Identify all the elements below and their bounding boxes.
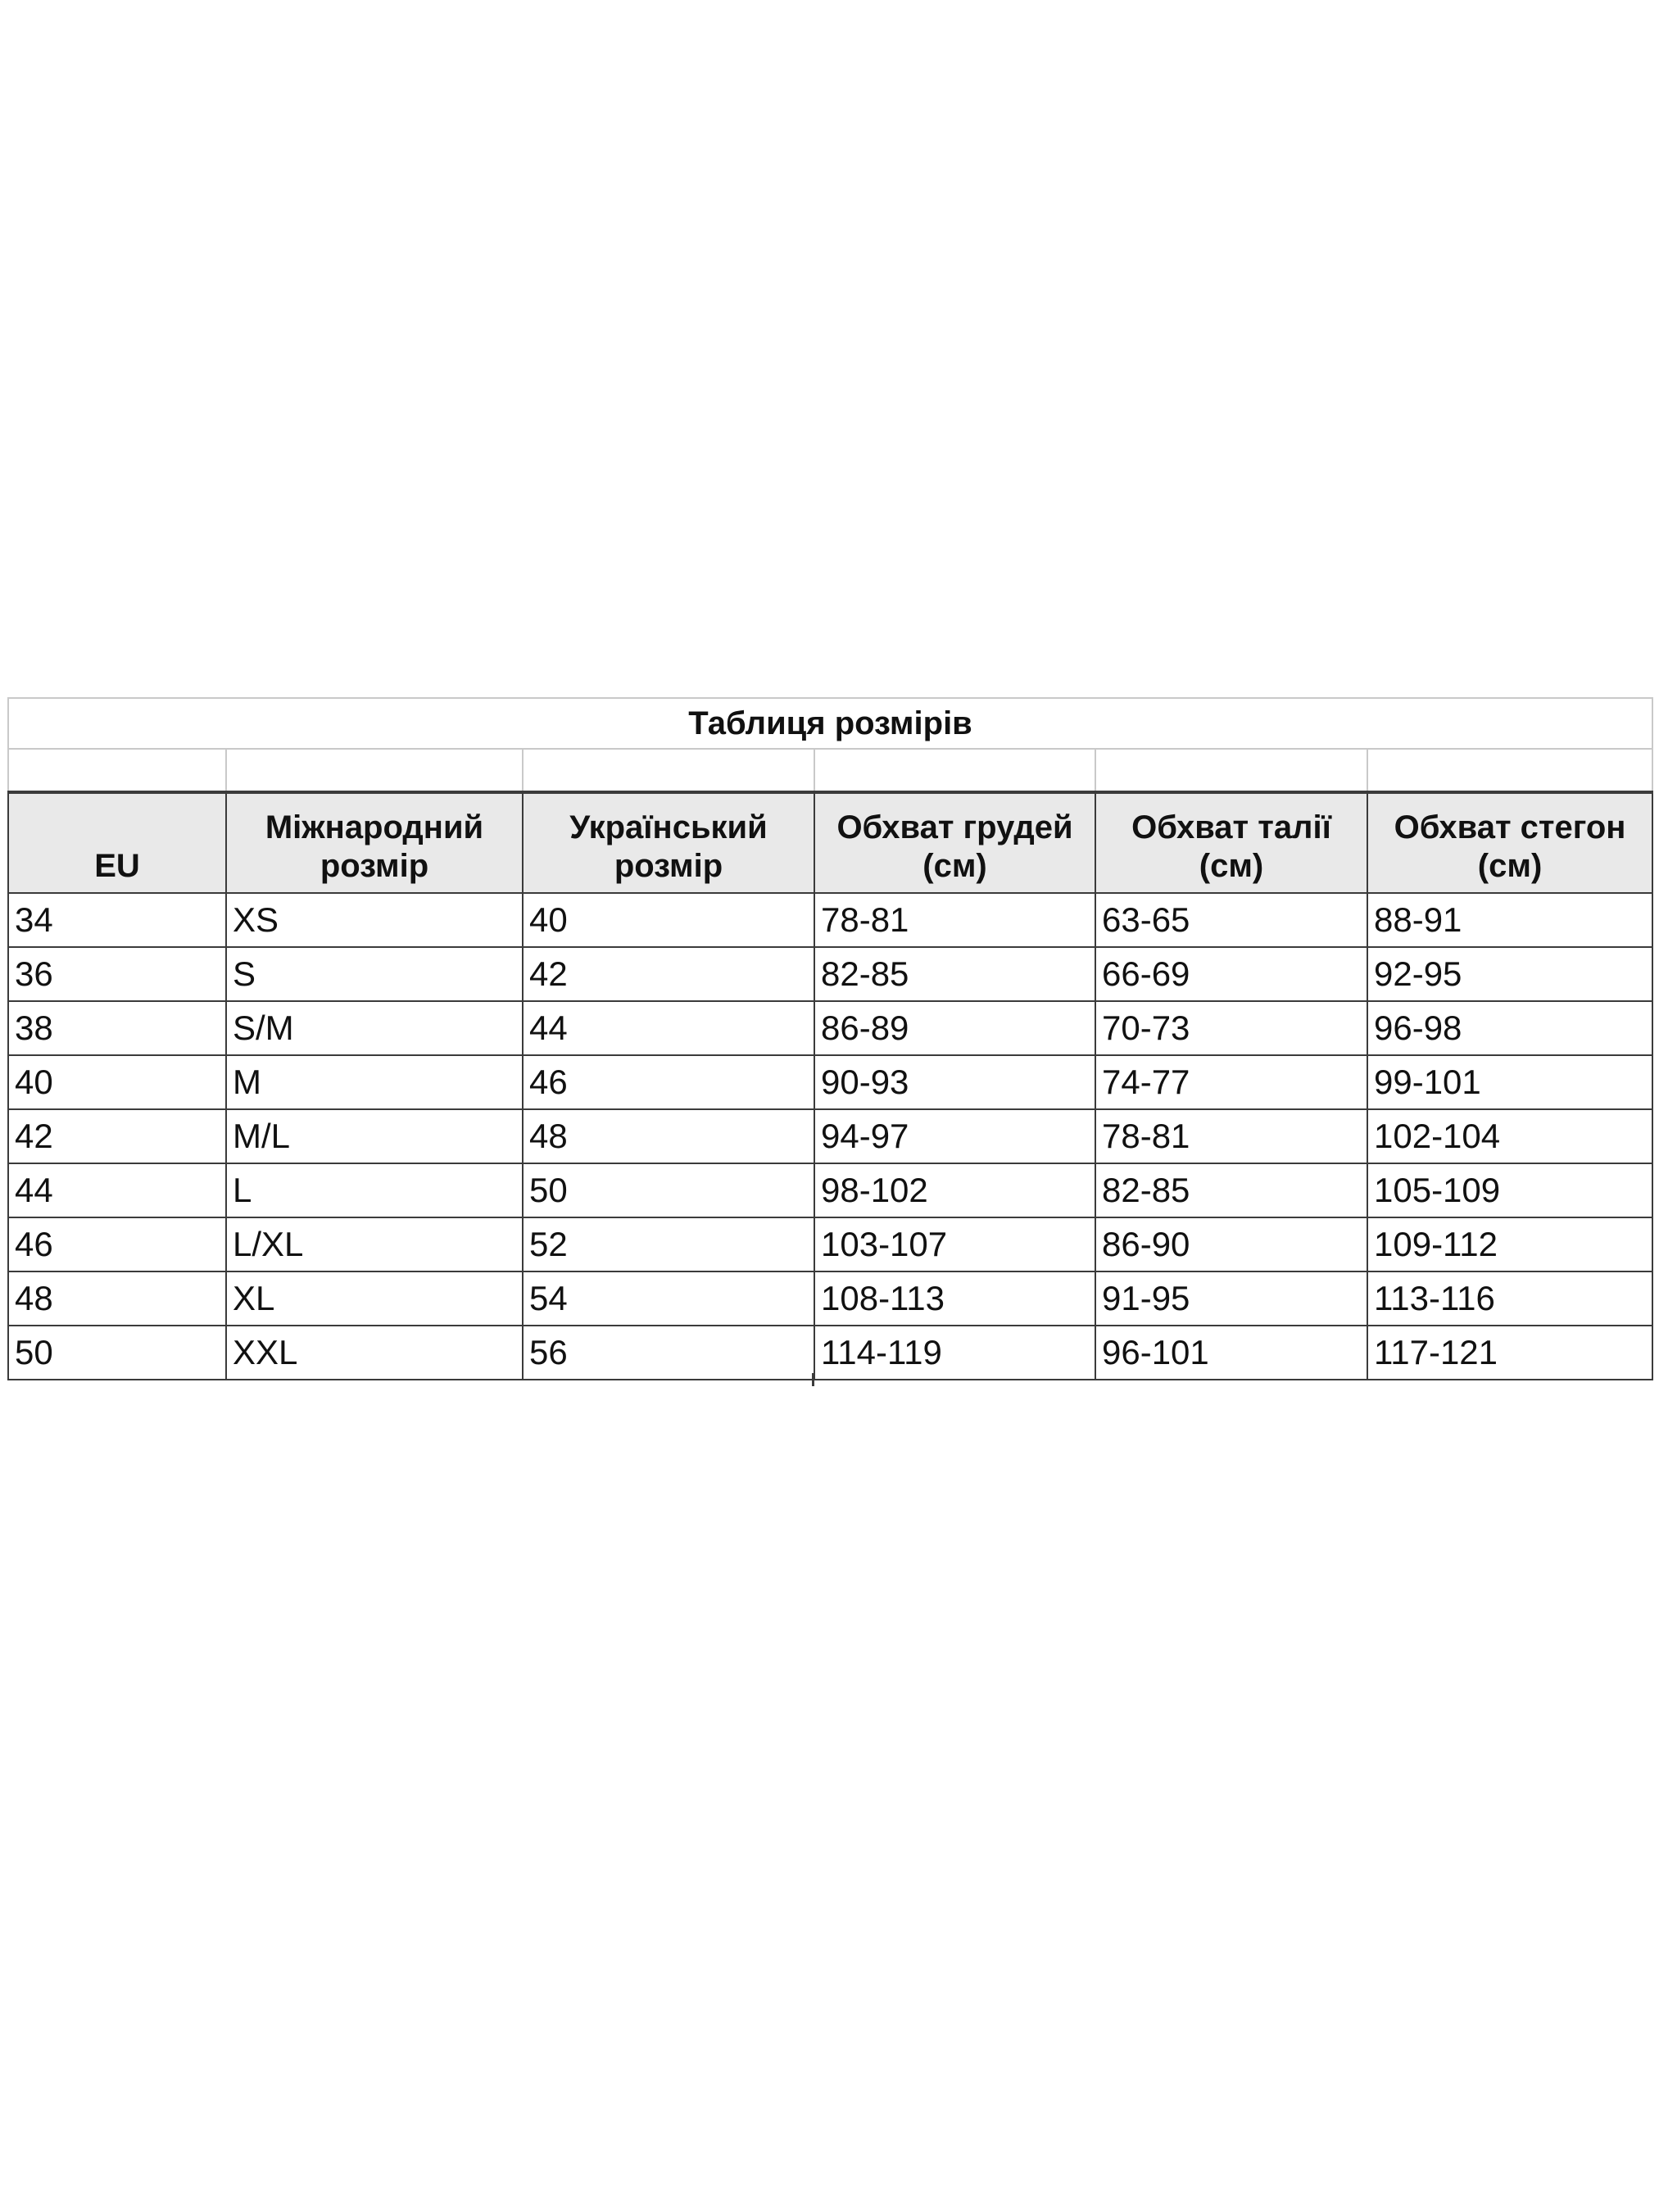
cell: 113-116 xyxy=(1367,1271,1652,1326)
cell: S/M xyxy=(226,1001,523,1055)
table-row xyxy=(8,1001,1652,1055)
cell: S xyxy=(226,947,523,1001)
table-row xyxy=(8,947,1652,1001)
cell: XS xyxy=(226,893,523,947)
cell: 105-109 xyxy=(1367,1163,1652,1217)
spacer-cell xyxy=(1095,749,1367,792)
spacer-cell xyxy=(523,749,814,792)
header-row xyxy=(8,792,1652,893)
cell: L/XL xyxy=(226,1217,523,1271)
size-table xyxy=(7,697,1653,1380)
cell: 42 xyxy=(8,1109,226,1163)
cell: 44 xyxy=(523,1001,814,1055)
cell: 38 xyxy=(8,1001,226,1055)
cell: 103-107 xyxy=(814,1217,1095,1271)
cell: 102-104 xyxy=(1367,1109,1652,1163)
cell: 48 xyxy=(523,1109,814,1163)
cell: 82-85 xyxy=(814,947,1095,1001)
cell: 92-95 xyxy=(1367,947,1652,1001)
cell: 54 xyxy=(523,1271,814,1326)
cell: 117-121 xyxy=(1367,1326,1652,1380)
cell: 109-112 xyxy=(1367,1217,1652,1271)
table-row xyxy=(8,1326,1652,1380)
cell: 46 xyxy=(8,1217,226,1271)
table-row xyxy=(8,1217,1652,1271)
cell: 74-77 xyxy=(1095,1055,1367,1109)
cell: 52 xyxy=(523,1217,814,1271)
cell: 50 xyxy=(523,1163,814,1217)
cell: 34 xyxy=(8,893,226,947)
cell: M xyxy=(226,1055,523,1109)
cell: 36 xyxy=(8,947,226,1001)
divider-tick xyxy=(812,1373,814,1386)
column-header-waist: Обхват талії (см) xyxy=(1095,792,1367,893)
cell: 78-81 xyxy=(1095,1109,1367,1163)
cell: 48 xyxy=(8,1271,226,1326)
table-row xyxy=(8,1109,1652,1163)
cell: 96-98 xyxy=(1367,1001,1652,1055)
table-row xyxy=(8,893,1652,947)
cell: 82-85 xyxy=(1095,1163,1367,1217)
spacer-cell xyxy=(1367,749,1652,792)
table-title-row xyxy=(8,698,1652,749)
cell: 63-65 xyxy=(1095,893,1367,947)
cell: 78-81 xyxy=(814,893,1095,947)
cell: 94-97 xyxy=(814,1109,1095,1163)
cell: 46 xyxy=(523,1055,814,1109)
cell: 88-91 xyxy=(1367,893,1652,947)
column-header-ukrainian: Український розмір xyxy=(523,792,814,893)
column-header-international: Міжнародний розмір xyxy=(226,792,523,893)
cell: 40 xyxy=(523,893,814,947)
cell: 91-95 xyxy=(1095,1271,1367,1326)
cell: 42 xyxy=(523,947,814,1001)
cell: 50 xyxy=(8,1326,226,1380)
cell: 86-89 xyxy=(814,1001,1095,1055)
cell: 99-101 xyxy=(1367,1055,1652,1109)
cell: 98-102 xyxy=(814,1163,1095,1217)
cell: 86-90 xyxy=(1095,1217,1367,1271)
table-row xyxy=(8,1163,1652,1217)
spacer-cell xyxy=(226,749,523,792)
cell: L xyxy=(226,1163,523,1217)
table-title: Таблиця розмірів xyxy=(8,698,1652,749)
cell: 90-93 xyxy=(814,1055,1095,1109)
cell: 40 xyxy=(8,1055,226,1109)
spacer-cell xyxy=(8,749,226,792)
column-header-eu: EU xyxy=(8,792,226,893)
size-table-wrap xyxy=(7,697,1652,1380)
cell: XXL xyxy=(226,1326,523,1380)
table-row xyxy=(8,1271,1652,1326)
column-header-chest: Обхват грудей (см) xyxy=(814,792,1095,893)
table-row xyxy=(8,1055,1652,1109)
cell: 66-69 xyxy=(1095,947,1367,1001)
cell: 44 xyxy=(8,1163,226,1217)
cell: 96-101 xyxy=(1095,1326,1367,1380)
cell: M/L xyxy=(226,1109,523,1163)
cell: XL xyxy=(226,1271,523,1326)
spacer-row xyxy=(8,749,1652,792)
cell: 56 xyxy=(523,1326,814,1380)
cell: 114-119 xyxy=(814,1326,1095,1380)
table-body xyxy=(8,893,1652,1380)
cell: 108-113 xyxy=(814,1271,1095,1326)
cell: 70-73 xyxy=(1095,1001,1367,1055)
spacer-cell xyxy=(814,749,1095,792)
column-header-hips: Обхват стегон (см) xyxy=(1367,792,1652,893)
